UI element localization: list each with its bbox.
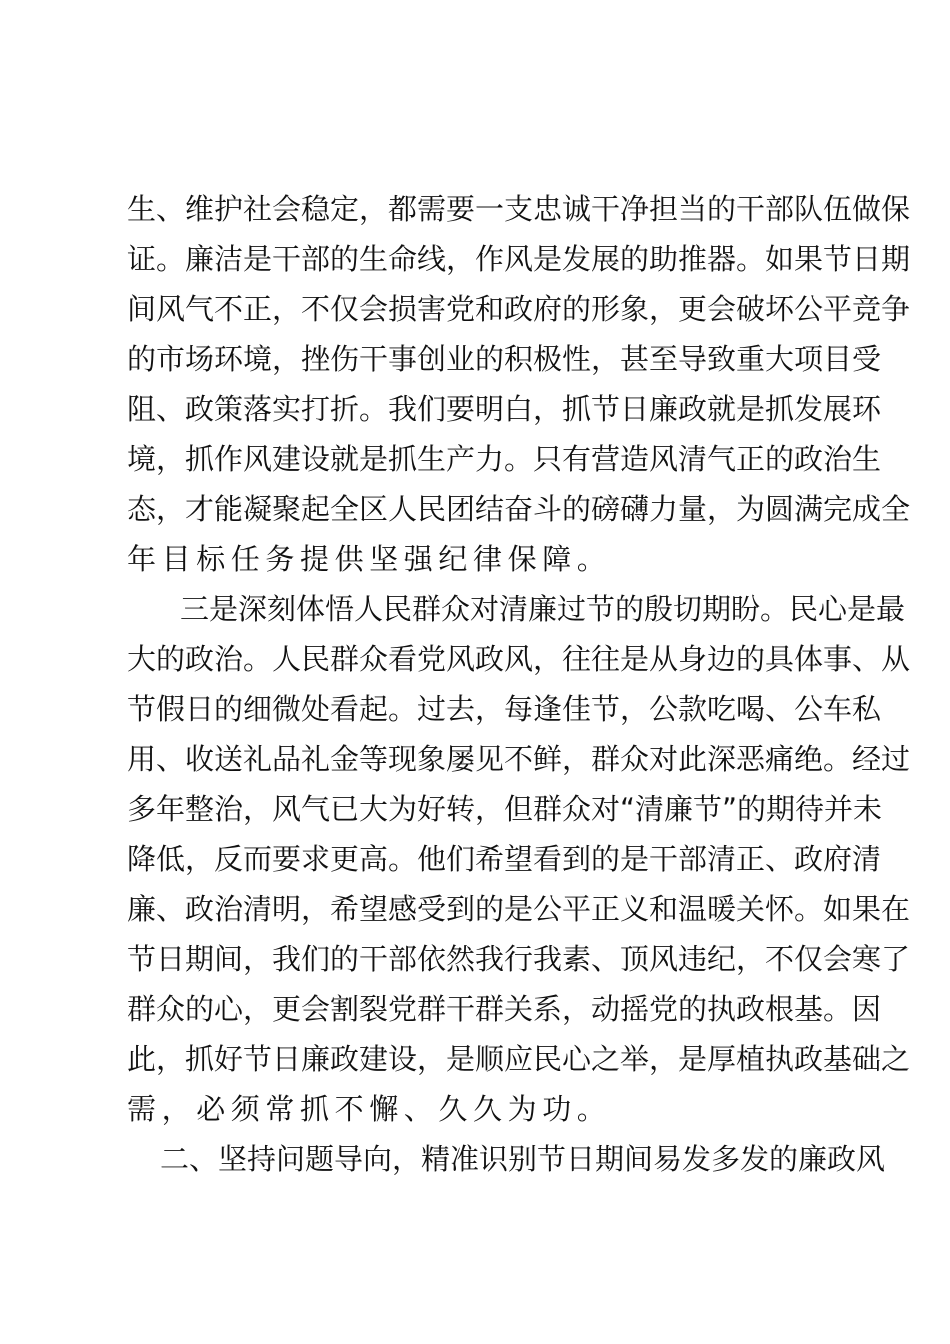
- text-line: 态，才能凝聚起全区人民团结奋斗的磅礴力量，为圆满完成全: [127, 492, 911, 526]
- text-line: 阻、政策落实打折。我们要明白，抓节日廉政就是抓发展环: [127, 392, 882, 426]
- text-line: 境，抓作风建设就是抓生产力。只有营造风清气正的政治生: [127, 442, 882, 476]
- paragraph-end-line: 需，必须常抓不懈、久久为功。: [127, 1092, 612, 1126]
- paragraph-start-line: 三是深刻体悟人民群众对清廉过节的殷切期盼。民心是最: [180, 592, 906, 626]
- text-line: 节假日的细微处看起。过去，每逢佳节，公款吃喝、公车私: [127, 692, 882, 726]
- text-line: 大的政治。人民群众看党风政风，往往是从身边的具体事、从: [127, 642, 911, 676]
- text-line: 群众的心，更会割裂党群干群关系，动摇党的执政根基。因: [127, 992, 882, 1026]
- text-line: 多年整治，风气已大为好转，但群众对“清廉节”的期待并未: [127, 792, 883, 826]
- text-line: 节日期间，我们的干部依然我行我素、顶风违纪，不仅会寒了: [127, 942, 911, 976]
- text-line: 间风气不正，不仅会损害党和政府的形象，更会破坏公平竞争: [127, 292, 911, 326]
- text-line: 的市场环境，挫伤干事创业的积极性，甚至导致重大项目受: [127, 342, 882, 376]
- text-line: 降低，反而要求更高。他们希望看到的是干部清正、政府清: [127, 842, 882, 876]
- text-line: 生、维护社会稳定，都需要一支忠诚干净担当的干部队伍做保: [127, 192, 911, 226]
- text-line: 廉、政治清明，希望感受到的是公平正义和温暖关怀。如果在: [127, 892, 911, 926]
- paragraph-end-line: 年目标任务提供坚强纪律保障。: [127, 542, 612, 576]
- text-line: 证。廉洁是干部的生命线，作风是发展的助推器。如果节日期: [127, 242, 911, 276]
- text-line: 用、收送礼品礼金等现象屡见不鲜，群众对此深恶痛绝。经过: [127, 742, 911, 776]
- text-line: 此，抓好节日廉政建设，是顺应民心之举，是厚植执政基础之: [127, 1042, 911, 1076]
- section-heading: 二、坚持问题导向，精准识别节日期间易发多发的廉政风: [160, 1142, 886, 1176]
